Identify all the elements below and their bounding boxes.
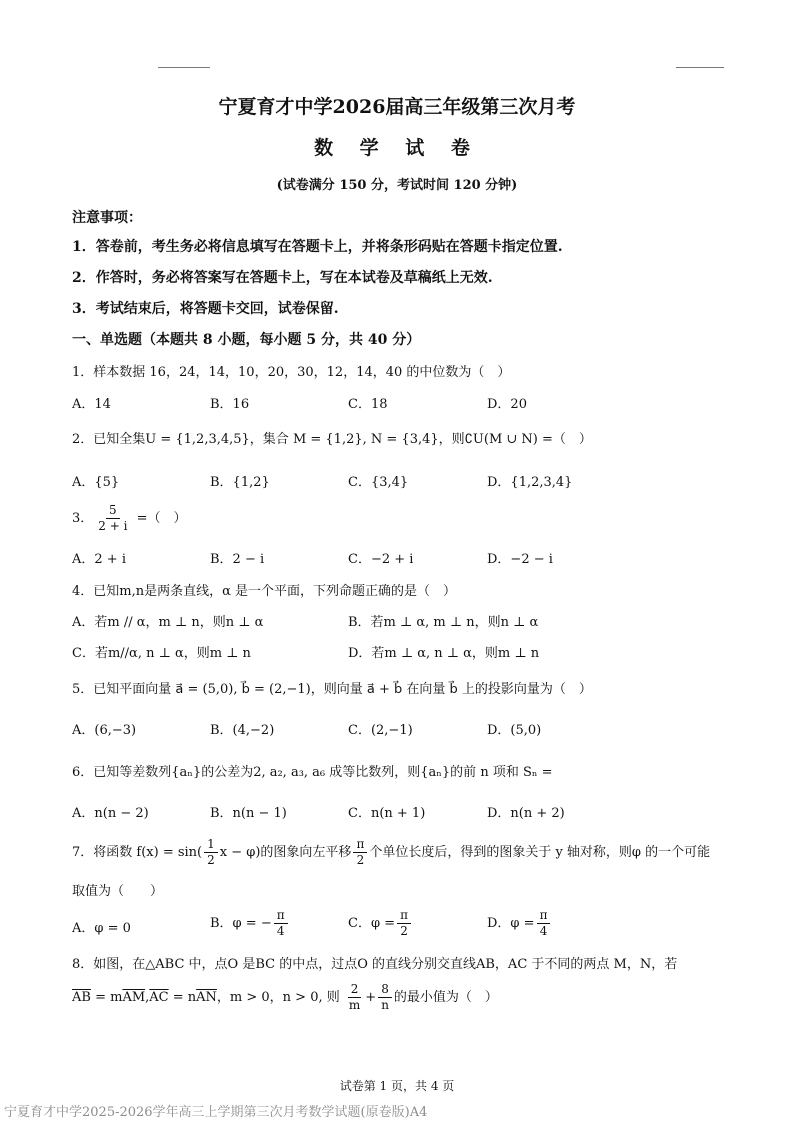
question-8-eq-m: = m [90,990,123,1005]
question-3-suffix: =（ ） [132,511,187,526]
question-7-option-d-fraction [537,908,551,939]
question-7-stem-b: x − φ)的图象向左平移 [219,845,352,860]
question-8-tail: 的最小值为（ ） [393,990,498,1005]
question-3-option-b: B．2 − i [210,552,265,567]
question-7-pi-num: π [353,837,367,853]
question-4-option-c: C．若m//α, n ⊥ α，则m ⊥ n [72,646,251,661]
header-rule-left [158,67,210,68]
question-7-option-a: A．φ = 0 [72,921,131,936]
question-5-option-a: A．(6,−3) [72,723,137,738]
question-6-option-c: C．n(n + 1) [348,806,426,821]
question-7-option-b-label: B．φ = − [210,916,272,931]
question-6-option-a: A．n(n − 2) [72,806,149,821]
question-3-fraction [95,503,130,534]
notice-item-1: 1．答卷前，考生务必将信息填写在答题卡上，并将条形码贴在答题卡指定位置. [72,239,563,255]
question-7-option-c [348,908,413,939]
question-8-conditions: ，m > 0，n > 0, 则 [216,990,344,1005]
section-heading: 一、单选题（本题共 8 小题，每小题 5 分，共 40 分） [72,332,421,348]
question-7-option-d-den: 4 [539,924,548,938]
question-8-plus: + [365,990,377,1005]
question-4-option-b: B．若m ⊥ α, m ⊥ n，则n ⊥ α [348,615,539,630]
question-8-f1-den: m [348,998,361,1012]
question-8-stem-line2 [72,982,498,1013]
question-2-option-d: D．{1,2,3,4} [487,475,573,490]
question-7-option-c-label: C．φ = [348,916,396,931]
question-7-half-fraction [204,837,218,868]
question-7-half-den: 2 [207,853,215,867]
question-8-f2-den: n [381,998,389,1012]
question-7-option-c-num: π [397,908,411,924]
vector-ac: $\overline{AC}$ [149,990,169,1005]
question-8-eq-n: = n [168,990,197,1005]
question-2-option-c: C．{3,4} [348,475,409,490]
header-rule-right [676,67,724,68]
question-7-option-b-den: 4 [276,924,285,938]
question-3-number: 3． [72,511,94,526]
question-8-fraction-2 [378,982,392,1013]
question-3-option-d: D．−2 − i [487,552,553,567]
question-3-option-a: A．2 + i [72,552,126,567]
question-7-option-d-label: D．φ = [487,916,535,931]
question-7-stem [72,837,710,868]
question-2-option-a: A．{5} [72,475,120,490]
question-5-option-d: D．(5,0) [487,723,542,738]
question-1-option-d: D．20 [487,397,527,412]
page-footer: 试卷第 1 页，共 4 页 [339,1079,455,1093]
question-1-option-a: A．14 [72,397,111,412]
question-4-stem: 4．已知m,n是两条直线，α 是一个平面，下列命题正确的是（ ） [72,584,457,599]
question-8-stem: 8．如图，在△ABC 中，点O 是BC 的中点，过点O 的直线分别交直线AB，AC 于不同的两点 M，N，若 [72,957,678,972]
question-7-stem-c: 个单位长度后，得到的图象关于 y 轴对称，则φ 的一个可能 [369,845,711,860]
question-7-pi-den: 2 [356,853,365,867]
question-7-half-num: 1 [204,837,218,853]
question-8-fraction-1 [346,982,363,1013]
question-5-option-c: C．(2,−1) [348,723,413,738]
exam-subtitle: 数 学 试 卷 [314,137,480,159]
question-7-pi-fraction [353,837,367,868]
question-2-option-b: B．{1,2} [210,475,270,490]
question-7-stem-a: 7．将函数 f(x) = sin( [72,845,203,860]
notice-item-3: 3．考试结束后，将答题卡交回，试卷保留. [72,301,339,317]
question-7-option-b-fraction [274,908,288,939]
question-5-stem: 5．已知平面向量 a⃗ = (5,0), b⃗ = (2,−1)，则向量 a⃗ + b⃗ 在向量 b⃗ 上的投影向量为（ ） [72,682,592,697]
question-2-stem: 2．已知全集U = {1,2,3,4,5}，集合 M = {1,2}, N = {3,4}，则∁U(M ∪ N) =（ ） [72,432,592,447]
notice-heading: 注意事项： [72,210,142,226]
question-7-option-c-fraction [397,908,411,939]
exam-note: (试卷满分 150 分，考试时间 120 分钟) [276,178,518,193]
question-4-option-d: D．若m ⊥ α, n ⊥ α，则m ⊥ n [348,646,540,661]
notice-item-2: 2．作答时，务必将答案写在答题卡上，写在本试卷及草稿纸上无效. [72,270,493,286]
question-7-stem-line2: 取值为（ ） [72,884,164,899]
question-8-comma: , [145,990,150,1005]
question-3-option-c: C．−2 + i [348,552,414,567]
question-1-stem: 1．样本数据 16，24，14，10，20，30，12，14，40 的中位数为（ ） [72,365,511,380]
vector-ab: $\overline{AB}$ [72,990,91,1005]
exam-title: 宁夏育才中学2026届高三年级第三次月考 [218,96,576,118]
question-5-option-b: B．(4,−2) [210,723,275,738]
question-7-option-d-num: π [537,908,551,924]
question-7-option-b [210,908,290,939]
question-3-stem [72,503,186,534]
question-1-option-c: C．18 [348,397,388,412]
question-6-option-d: D．n(n + 2) [487,806,565,821]
question-6-stem: 6．已知等差数列{aₙ}的公差为2, a₂, a₃, a₆ 成等比数列，则{aₙ}的前 n 项和 Sₙ = [72,765,553,780]
question-6-option-b: B．n(n − 1) [210,806,287,821]
document-watermark: 宁夏育才中学2025-2026学年高三上学期第三次月考数学试题(原卷版)A4 [4,1105,428,1120]
question-4-option-a: A．若m // α，m ⊥ n，则n ⊥ α [72,615,264,630]
question-8-f1-num: 2 [348,982,362,998]
vector-an: $\overline{AN}$ [196,990,217,1005]
question-8-f2-num: 8 [378,982,392,998]
question-7-option-d [487,908,552,939]
question-7-option-b-num: π [274,908,288,924]
question-7-option-c-den: 2 [400,924,408,938]
question-3-frac-den: 2 + i [98,519,128,533]
question-1-option-b: B．16 [210,397,250,412]
question-3-frac-num: 5 [106,503,120,519]
vector-am: $\overline{AM}$ [122,990,146,1005]
